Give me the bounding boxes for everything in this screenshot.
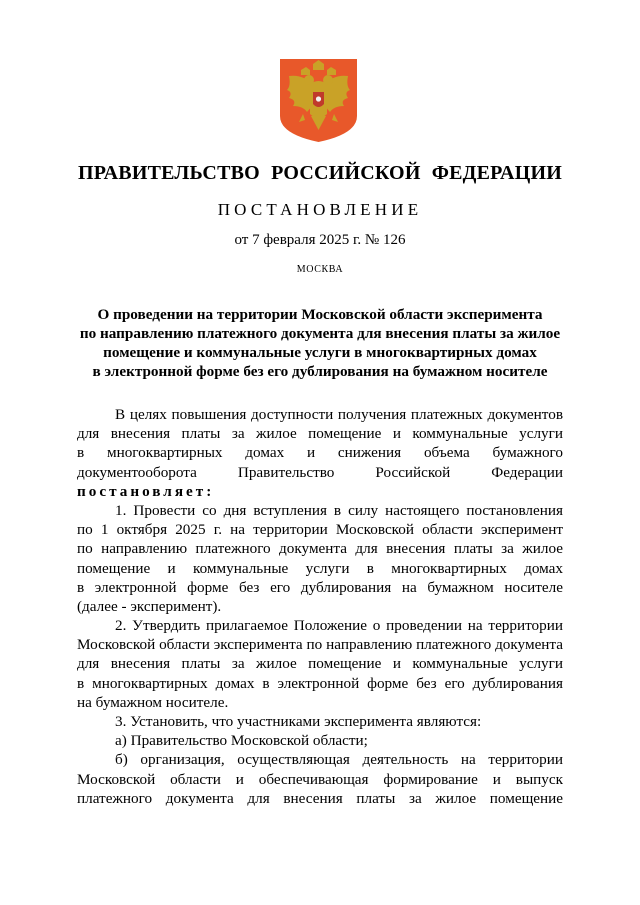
document-type: ПОСТАНОВЛЕНИЕ <box>217 200 423 219</box>
body-line: (далее - эксперимент). <box>77 597 222 615</box>
body-line: 2. Утвердить прилагаемое Положение о проведении на территории <box>115 617 563 635</box>
body-line: в многоквартирных домах и снижения объема бумажного <box>77 444 563 462</box>
heading-line: в электронной форме без его дублирования на бумажном носителе <box>92 363 548 380</box>
body-line: на бумажном носителе. <box>77 693 229 711</box>
body-line: В целях повышения доступности получения платежных документов <box>115 406 563 423</box>
body-line: 1. Провести со дня вступления в силу настоящего постановления <box>115 501 563 519</box>
resolution-keyword: постановляет: <box>77 482 215 500</box>
body-line: в электронной форме без его дублирования на бумажном носителе <box>77 578 563 596</box>
document-heading <box>70 305 570 381</box>
government-title: ПРАВИТЕЛЬСТВО РОССИЙСКОЙ ФЕДЕРАЦИИ <box>78 162 562 184</box>
body-line: в многоквартирных домах в электронной форме без его дублирования <box>77 674 563 692</box>
body-line: документооборота Правительство Российской Федерации <box>77 463 563 481</box>
body-line: по 1 октября 2025 г. на территории Московской области эксперимент <box>77 521 563 539</box>
document-body <box>77 405 563 808</box>
heading-line: О проведении на территории Московской области эксперимента <box>97 306 543 323</box>
body-line: платежного документа для внесения платы за жилое помещение <box>77 789 563 807</box>
body-line: для внесения платы за жилое помещение и коммунальные услуги <box>77 425 563 443</box>
heading-line: по направлению платежного документа для внесения платы за жилое <box>79 325 561 342</box>
body-line: 3. Установить, что участниками эксперимента являются: <box>115 713 482 730</box>
body-line: для внесения платы за жилое помещение и коммунальные услуги <box>77 655 563 673</box>
body-line: а) Правительство Московской области; <box>115 732 368 750</box>
body-line: Московской области эксперимента по направлению платежного документа <box>77 636 563 654</box>
body-line: б) организация, осуществляющая деятельность на территории <box>115 751 563 769</box>
body-line: по направлению платежного документа для внесения платы за жилое <box>77 540 563 558</box>
document-city: МОСКВА <box>296 264 344 275</box>
body-line: Московской области и обеспечивающая формирование и выпуск <box>77 770 563 788</box>
heading-line: помещение и коммунальные услуги в многоквартирных домах <box>103 344 537 361</box>
russian-coat-of-arms-icon <box>277 56 360 144</box>
coat-of-arms-emblem <box>277 56 360 144</box>
document-date-number: от 7 февраля 2025 г. № 126 <box>234 232 406 248</box>
body-line: помещение и коммунальные услуги в многоквартирных домах <box>77 559 563 577</box>
